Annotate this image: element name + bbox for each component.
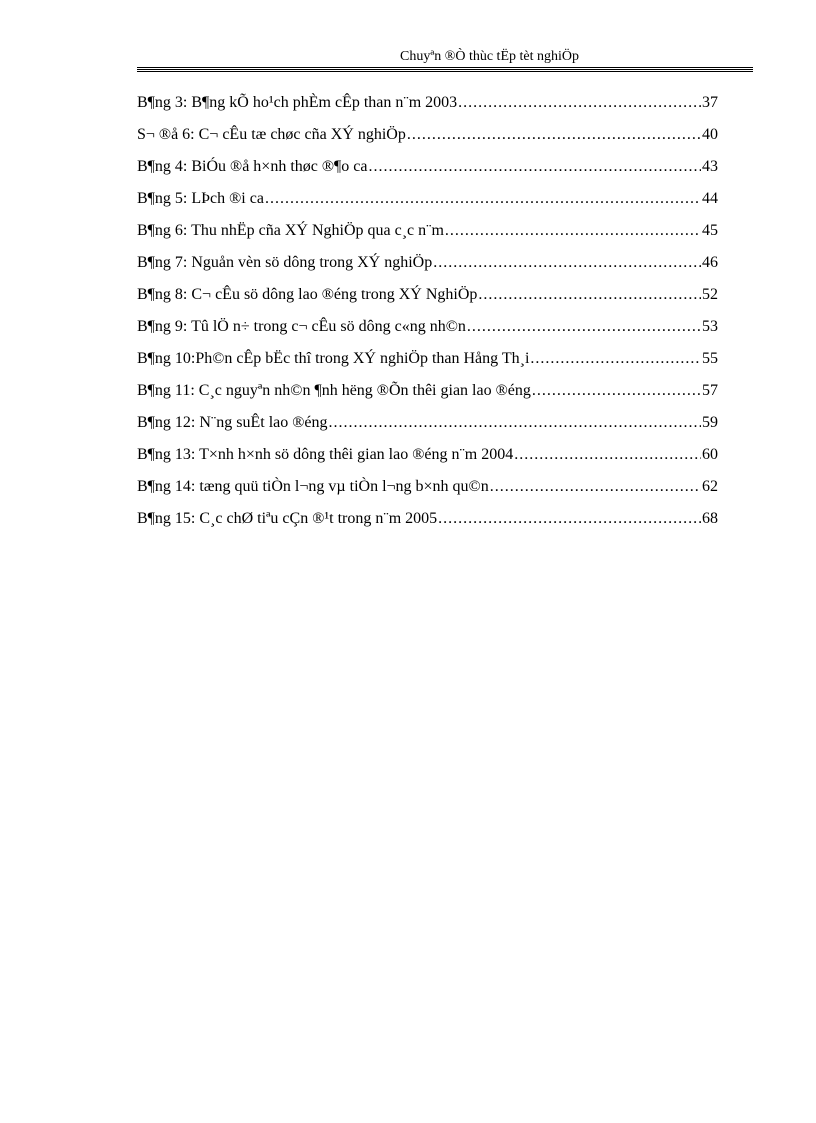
toc-entry-title: B¶ng 11: C¸c nguyªn nh©n ¶nh hëng ®Õn thêi gian lao ®éng [137, 382, 531, 399]
toc-entry-page: 60 [702, 446, 718, 463]
toc-entry-title: B¶ng 3: B¶ng kÕ ho¹ch phÈm cÊp than n¨m 2003 [137, 94, 458, 111]
toc-entry-page: 45 [702, 222, 718, 239]
header-rule-top [137, 67, 753, 68]
dot-leader [490, 478, 701, 496]
dot-leader [265, 190, 701, 208]
toc-entry-page: 57 [702, 382, 718, 399]
toc-entry-title: B¶ng 12: N¨ng suÊt lao ®éng [137, 414, 328, 431]
toc-entry [137, 94, 718, 126]
toc-entry [137, 254, 718, 286]
toc-entry [137, 286, 718, 318]
toc-entry-page: 68 [702, 510, 718, 527]
toc-entry-page: 43 [702, 158, 718, 175]
header-rule-middle [137, 69, 753, 70]
toc-entry-page: 53 [702, 318, 718, 335]
toc-entry-title: B¶ng 4: BiÓu ®å h×nh thøc ®¶o ca [137, 158, 368, 175]
toc-entry-title: S¬ ®å 6: C¬ cÊu tæ chøc cña XÝ nghiÖp [137, 126, 406, 143]
toc-entry-page: 62 [702, 478, 718, 495]
toc-entry [137, 510, 718, 542]
toc-entry-title: B¶ng 14: tæng quü tiÒn l¬ng vµ tiÒn l¬ng b×nh qu©n [137, 478, 489, 495]
toc-entry-page: 37 [702, 94, 718, 111]
toc-entry [137, 126, 718, 158]
dot-leader [329, 414, 702, 432]
dot-leader [467, 318, 701, 336]
dot-leader [458, 94, 701, 112]
dot-leader [530, 350, 701, 368]
toc-entry [137, 382, 718, 414]
toc-entry [137, 478, 718, 510]
toc-entry-title: B¶ng 7: Nguån vèn sö dông trong XÝ nghiÖp [137, 254, 433, 271]
table-of-contents [137, 94, 718, 542]
toc-entry-page: 55 [702, 350, 718, 367]
toc-entry-page: 40 [702, 126, 718, 143]
header-rule-bottom [137, 71, 753, 72]
toc-entry-title: B¶ng 13: T×nh h×nh sö dông thêi gian lao ®éng n¨m 2004 [137, 446, 514, 463]
dot-leader [514, 446, 701, 464]
toc-entry [137, 318, 718, 350]
dot-leader [532, 382, 701, 400]
toc-entry-page: 46 [702, 254, 718, 271]
toc-entry-title: B¶ng 10:Ph©n cÊp bËc thî trong XÝ nghiÖp than Hång Th¸i [137, 350, 530, 367]
dot-leader [438, 510, 701, 528]
toc-entry-page: 44 [702, 190, 718, 207]
toc-entry-title: B¶ng 15: C¸c chØ tiªu cÇn ®¹t trong n¨m 2005 [137, 510, 438, 527]
toc-entry [137, 350, 718, 382]
toc-entry-title: B¶ng 9: Tû lÖ n÷ trong c¬ cÊu sö dông c«ng nh©n [137, 318, 466, 335]
dot-leader [445, 222, 701, 240]
toc-entry [137, 158, 718, 190]
toc-entry-page: 59 [702, 414, 718, 431]
toc-entry-title: B¶ng 5: LÞch ®i ca [137, 190, 264, 207]
dot-leader [478, 286, 701, 304]
dot-leader [368, 158, 701, 176]
dot-leader [433, 254, 701, 272]
toc-entry-title: B¶ng 8: C¬ cÊu sö dông lao ®éng trong XÝ NghiÖp [137, 286, 478, 303]
dot-leader [407, 126, 701, 144]
toc-entry [137, 222, 718, 254]
toc-entry-title: B¶ng 6: Thu nhËp cña XÝ NghiÖp qua c¸c n¨m [137, 222, 444, 239]
toc-entry [137, 414, 718, 446]
toc-entry-page: 52 [702, 286, 718, 303]
toc-entry [137, 190, 718, 222]
toc-entry [137, 446, 718, 478]
page-header-title: Chuyªn ®Ò thùc tËp tèt nghiÖp [400, 49, 579, 64]
